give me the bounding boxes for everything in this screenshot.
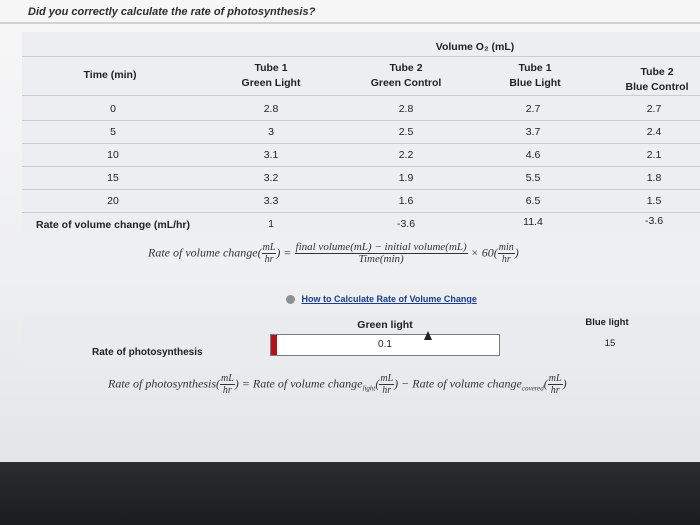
rate-value-tube1-blue: 11.4 bbox=[523, 216, 543, 228]
time-cell: 5 bbox=[110, 126, 116, 138]
volume-cell: 3.2 bbox=[263, 172, 279, 184]
green-light-header: Green light bbox=[357, 319, 413, 331]
volume-cell: 1.8 bbox=[646, 172, 662, 184]
volume-cell: 3.3 bbox=[263, 195, 279, 207]
time-cell: 0 bbox=[110, 103, 116, 115]
rate-value-tube2-blue: -3.6 bbox=[644, 215, 664, 227]
volume-cell: 4.6 bbox=[525, 149, 541, 161]
volume-cell: 2.2 bbox=[398, 149, 414, 161]
column-header-tube2-green: Tube 2 Green Control bbox=[370, 62, 442, 89]
divider bbox=[22, 56, 700, 57]
volume-cell: 2.8 bbox=[263, 103, 279, 115]
divider bbox=[0, 22, 700, 24]
table-row-divider bbox=[22, 166, 700, 167]
rate-of-volume-change-label: Rate of volume change (mL/hr) bbox=[36, 219, 191, 231]
table-row-divider bbox=[22, 120, 700, 121]
time-cell: 10 bbox=[107, 149, 119, 161]
volume-cell: 3.7 bbox=[525, 126, 541, 138]
column-header-tube1-green: Tube 1 Green Light bbox=[241, 62, 301, 89]
rate-of-photosynthesis-label: Rate of photosynthesis bbox=[92, 347, 203, 358]
rate-of-volume-change-formula: Rate of volume change( $\frac{mL}{hr}$ ) = $\frac{\text{final volume(mL) − initial volume(mL)}}{\text{Time(min)}}$ × 60( $\frac{\min}{hr}$ ) bbox=[148, 241, 519, 265]
time-cell: 15 bbox=[107, 172, 119, 184]
volume-cell: 1.5 bbox=[646, 195, 662, 207]
table-row-divider bbox=[22, 212, 700, 213]
info-icon bbox=[286, 295, 295, 304]
volume-cell: 1.6 bbox=[398, 195, 414, 207]
volume-group-header: Volume O₂ (mL) bbox=[435, 41, 515, 53]
how-to-calculate-link[interactable]: How to Calculate Rate of Volume Change bbox=[301, 294, 477, 304]
help-link-row[interactable] bbox=[286, 294, 477, 304]
time-cell: 20 bbox=[107, 195, 119, 207]
blue-light-rate-value[interactable]: 15 bbox=[604, 338, 616, 349]
table-row-divider bbox=[22, 143, 700, 144]
volume-cell: 2.4 bbox=[646, 126, 662, 138]
volume-cell: 3 bbox=[268, 126, 274, 138]
dark-bottom-edge bbox=[0, 462, 700, 525]
column-header-tube2-blue: Tube 2 Blue Control bbox=[625, 66, 689, 93]
volume-cell: 2.7 bbox=[525, 103, 541, 115]
rate-value-tube2-green: -3.6 bbox=[396, 218, 416, 230]
volume-cell: 2.7 bbox=[646, 103, 662, 115]
volume-cell: 2.1 bbox=[646, 149, 662, 161]
volume-cell: 5.5 bbox=[525, 172, 541, 184]
rate-of-photosynthesis-formula: Rate of photosynthesis( $\frac{mL}{hr}$ ) = Rate of volume change$_{light}$( $\frac{mL}{hr}$ ) − Rate of volume change$_{covered}$( $\frac{mL}{hr}$ ) bbox=[108, 373, 567, 396]
volume-cell: 6.5 bbox=[525, 195, 541, 207]
blue-light-header: Blue light bbox=[585, 317, 629, 328]
green-light-rate-value: 0.1 bbox=[378, 339, 392, 350]
question-prompt: Did you correctly calculate the rate of photosynthesis? bbox=[28, 6, 316, 18]
rate-value-tube1-green: 1 bbox=[268, 218, 274, 230]
column-header-tube1-blue: Tube 1 Blue Light bbox=[509, 62, 561, 89]
volume-cell: 3.1 bbox=[263, 149, 279, 161]
volume-cell: 2.8 bbox=[398, 103, 414, 115]
green-light-rate-input[interactable] bbox=[270, 334, 500, 356]
table-row-divider bbox=[22, 189, 700, 190]
volume-cell: 2.5 bbox=[398, 126, 414, 138]
mouse-cursor-icon bbox=[424, 331, 432, 340]
volume-cell: 1.9 bbox=[398, 172, 414, 184]
divider bbox=[22, 95, 700, 96]
time-column-header: Time (min) bbox=[83, 69, 137, 81]
